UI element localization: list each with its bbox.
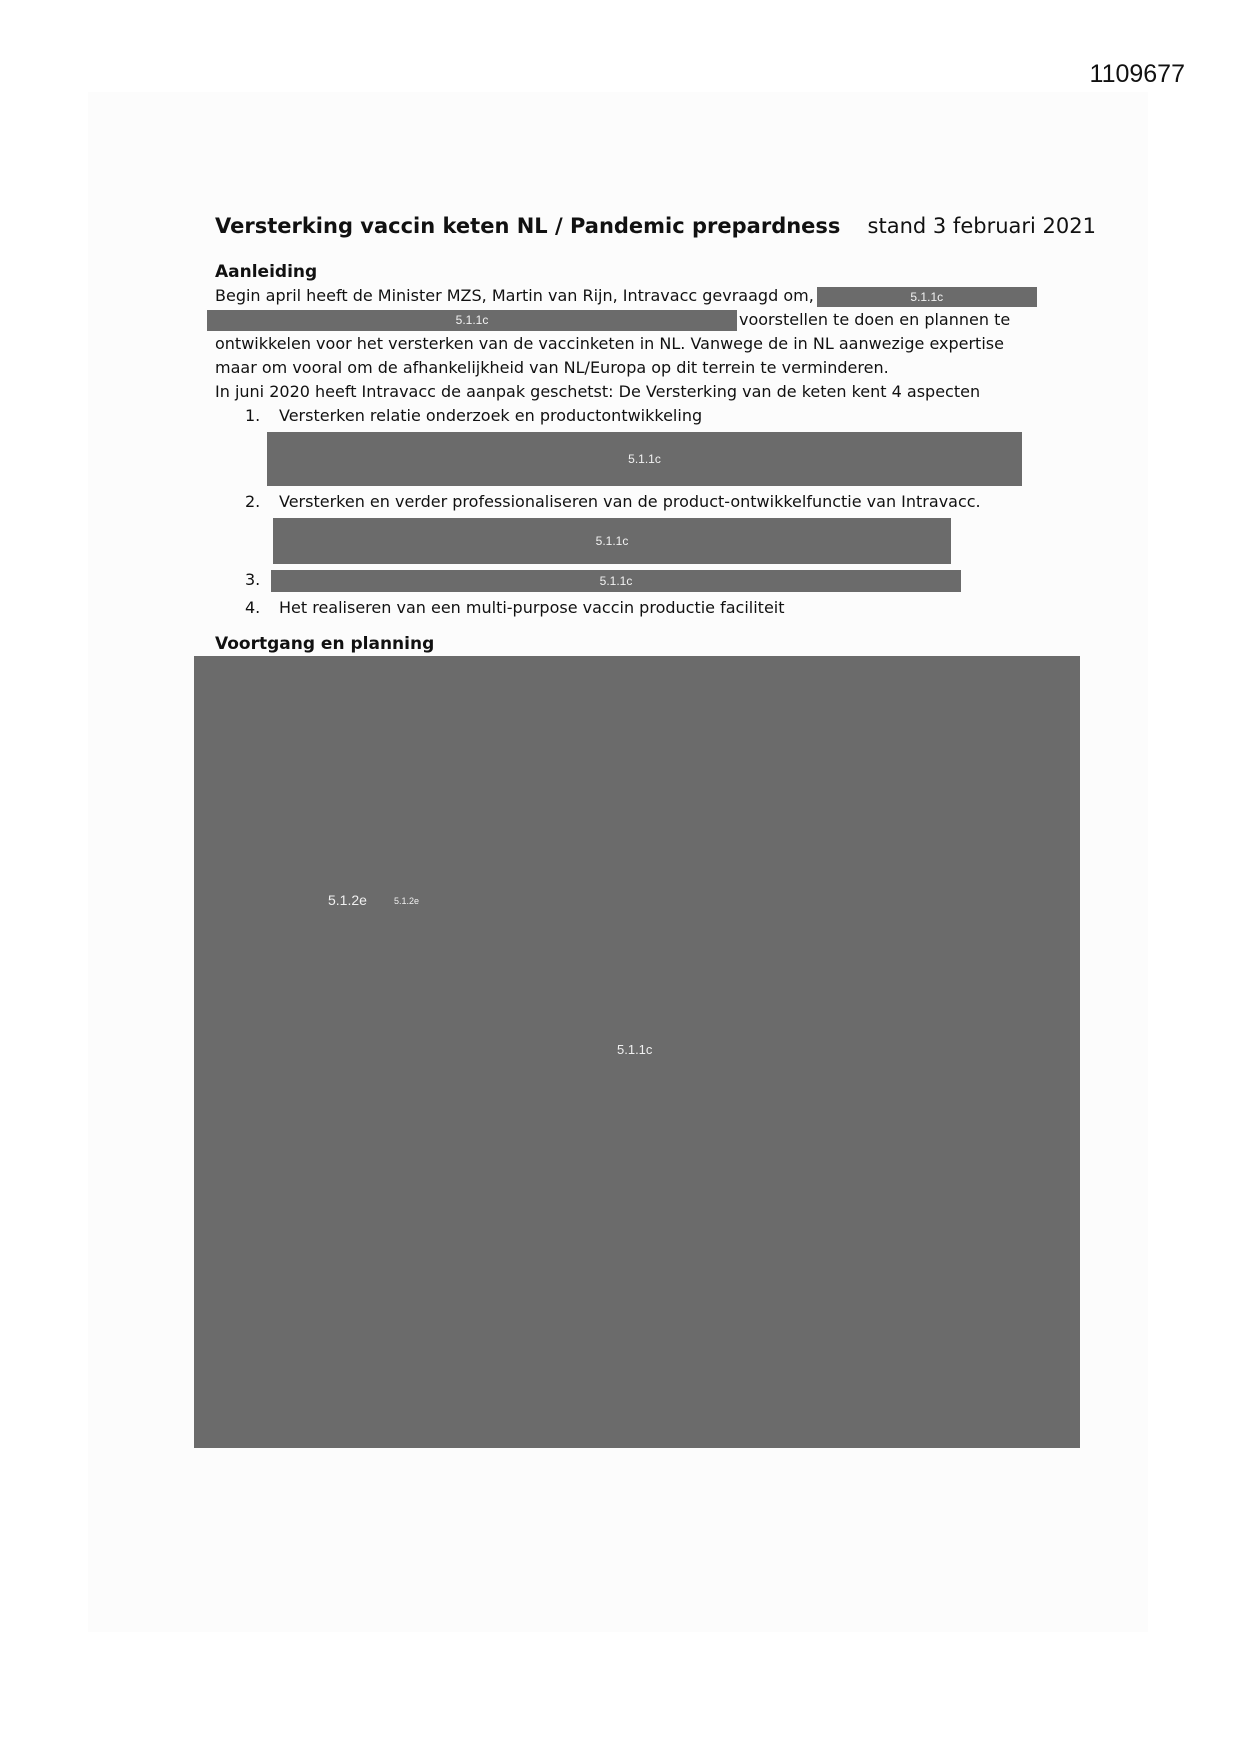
list-number: 3. xyxy=(245,570,261,589)
heading-voortgang: Voortgang en planning xyxy=(215,634,435,654)
redaction-block: 5.1.1c xyxy=(271,570,961,592)
aanleiding-line-4: maar om vooral om de afhankelijkheid van NL/Europa op dit terrein te verminderen. xyxy=(215,358,889,377)
title-line xyxy=(215,214,1096,250)
document-content xyxy=(215,214,1096,656)
aanleiding-line-2 xyxy=(215,308,1035,332)
redaction-label: 5.1.2e xyxy=(394,896,420,906)
list-item-text: Het realiseren van een multi-purpose vaccin productie faciliteit xyxy=(279,598,785,617)
list-number: 1. xyxy=(245,406,261,425)
heading-aanleiding: Aanleiding xyxy=(215,262,318,282)
document-date: stand 3 februari 2021 xyxy=(867,214,1096,238)
document-number: 1109677 xyxy=(1089,60,1185,88)
list-item-text: Versterken relatie onderzoek en productontwikkeling xyxy=(279,406,703,425)
aspects-list xyxy=(215,404,1035,620)
redaction-block: 5.1.1c xyxy=(207,310,737,331)
list-item xyxy=(215,490,1035,514)
redaction-block: 5.1.1c xyxy=(267,432,1022,486)
redaction-block: 5.1.1c xyxy=(817,287,1037,307)
list-number: 4. xyxy=(245,598,261,617)
list-item-text: Versterken en verder professionaliseren van de product-ontwikkelfunctie van Intravacc. xyxy=(279,492,981,511)
large-redaction-block xyxy=(194,656,1080,1448)
list-number: 2. xyxy=(245,492,261,511)
redaction-block: 5.1.1c xyxy=(273,518,951,564)
redaction-label: 5.1.1c xyxy=(617,1042,653,1057)
redaction-label: 5.1.2e xyxy=(328,892,367,908)
list-item xyxy=(215,404,1035,428)
aanleiding-line-5: In juni 2020 heeft Intravacc de aanpak geschetst: De Versterking van de keten kent 4 aspecten xyxy=(215,382,981,401)
aanleiding-text-1: Begin april heeft de Minister MZS, Martin van Rijn, Intravacc gevraagd om, xyxy=(215,286,814,305)
aanleiding-line-3: ontwikkelen voor het versterken van de vaccinketen in NL. Vanwege de in NL aanwezige expertise xyxy=(215,334,1004,353)
list-item xyxy=(215,568,1035,592)
document-title: Versterking vaccin keten NL / Pandemic prepardness xyxy=(215,214,841,238)
aanleiding-text-2: voorstellen te doen en plannen te xyxy=(739,310,1011,329)
aanleiding-line-1 xyxy=(215,284,1035,308)
list-item xyxy=(215,596,1035,620)
